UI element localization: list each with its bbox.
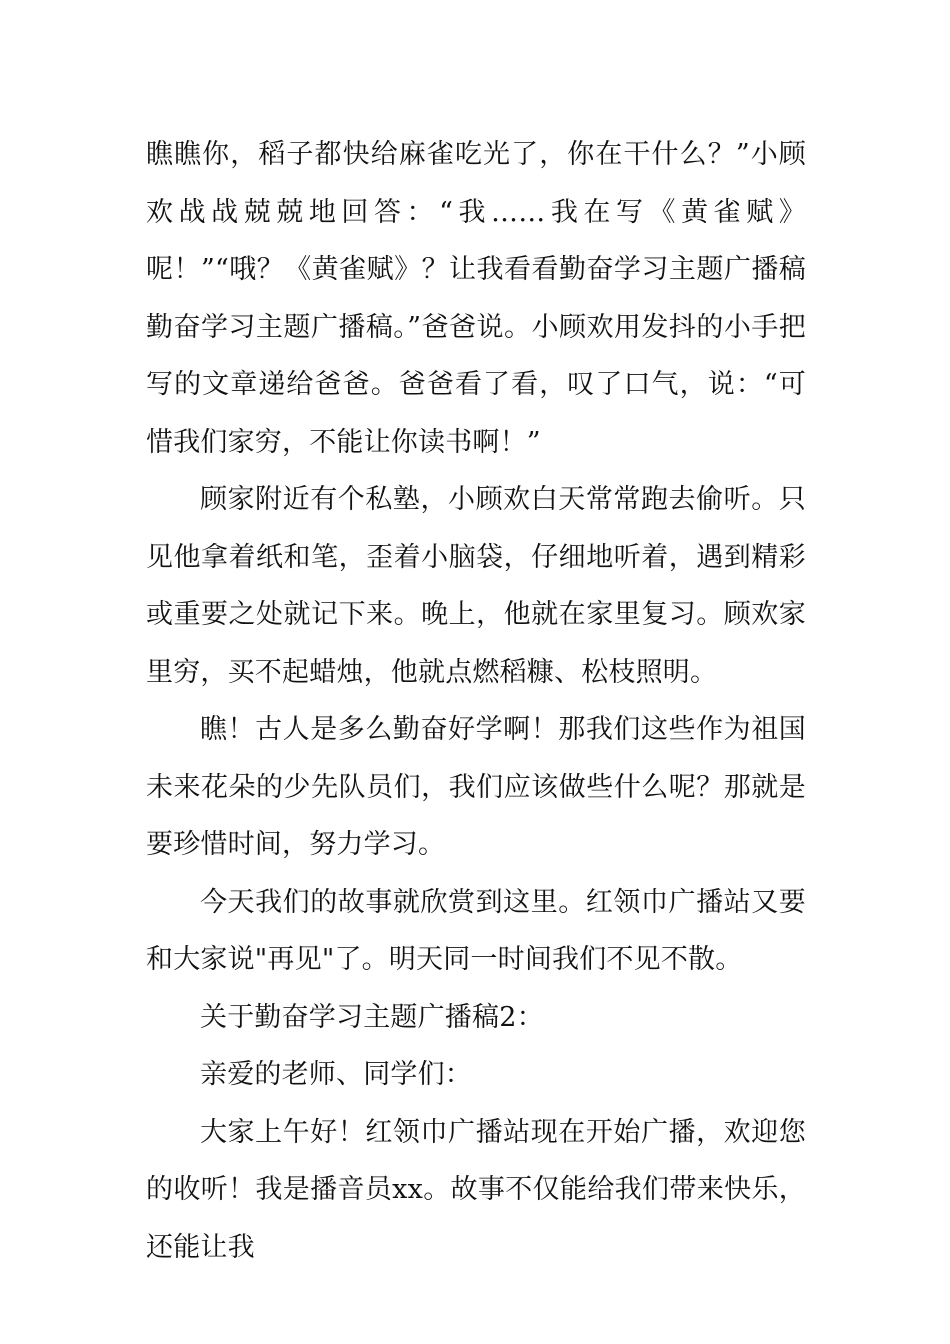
paragraph-private-school: 顾家附近有个私塾，小顾欢白天常常跑去偷听。只见他拿着纸和笔，歪着小脑袋，仔细地听着，遇到精彩或重要之处就记下来。晚上，他就在家里复习。顾欢家里穷，买不起蜡烛，他就点燃稻糠、松枝照明。 xyxy=(146,484,806,688)
document-body xyxy=(146,126,806,1276)
paragraph-story-dialogue: 瞧瞧你，稻子都快给麻雀吃光了，你在干什么？”小顾欢战战兢兢地回答：“我……我在写《黄雀赋》呢！”“哦？《黄雀赋》？让我看看勤奋学习主题广播稿勤奋学习主题广播稿。”爸爸说。小顾欢用发抖的小手把写的文章递给爸爸。爸爸看了看，叹了口气，说：“可惜我们家穷，不能让你读书啊！” xyxy=(146,139,806,458)
paragraph-study-hard: 瞧！古人是多么勤奋好学啊！那我们这些作为祖国未来花朵的少先队员们，我们应该做些什么呢？那就是要珍惜时间，努力学习。 xyxy=(146,714,806,860)
paragraph-opening: 大家上午好！红领巾广播站现在开始广播，欢迎您的收听！我是播音员xx。故事不仅能给我们带来快乐，还能让我 xyxy=(146,1116,806,1263)
paragraph-greeting: 亲爱的老师、同学们： xyxy=(200,1059,472,1090)
paragraph-goodbye: 今天我们的故事就欣赏到这里。红领巾广播站又要和大家说"再见"了。明天同一时间我们不见不散。 xyxy=(146,886,806,975)
section-heading-broadcast-2: 关于勤奋学习主题广播稿2： xyxy=(200,1001,544,1033)
